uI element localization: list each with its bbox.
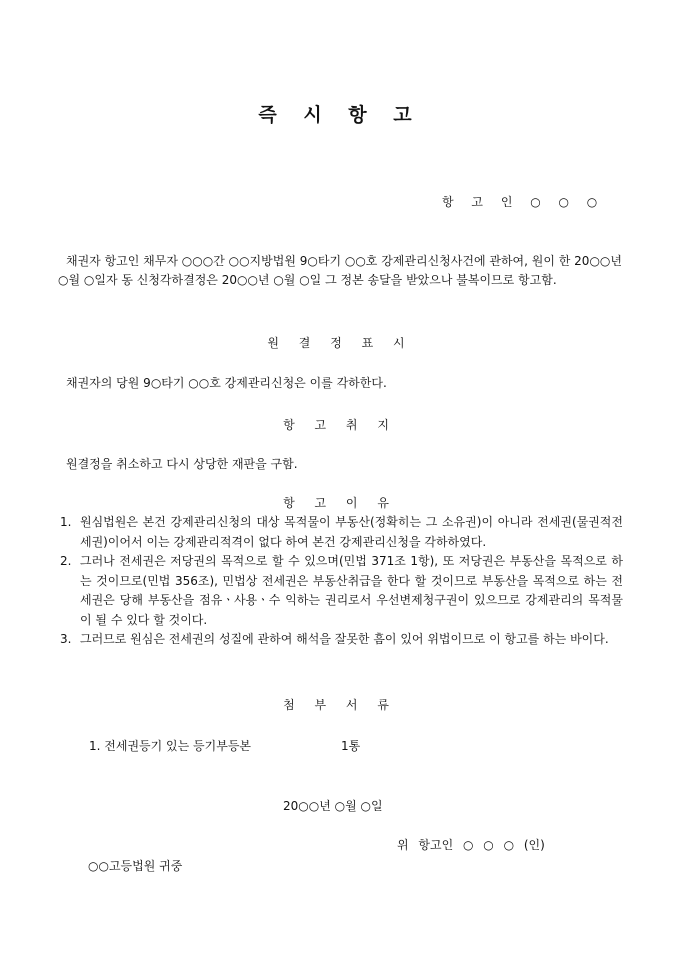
- attachments-heading: 첨 부 서 류: [283, 698, 397, 712]
- reason-text: 원심법원은 본건 강제관리신청의 대상 목적물이 부동산(정확히는 그 소유권)이 아니라 전세권(물권적전세권)이어서 이는 강제관리적격이 없다 하여 본건 강제관리신청을 각하하였다.: [80, 515, 623, 549]
- reason-text: 그러나 전세권은 저당권의 목적으로 할 수 있으며(민법 371조 1항), 또 저당권은 부동산을 목적으로 하는 것이므로(민법 356조), 민법상 전세권은 부동산취급을 한다 할 것이므로 부동산을 목적으로 하는 전세권은 당해 부동산을 점유ㆍ사용ㆍ수 익하는 권리로서 우선변제청구권이 있으므로 강제관리의 목적물이 될 수 있다 할 것이다.: [80, 554, 623, 627]
- attachment-quantity: 1통: [341, 739, 361, 753]
- reasons-list: [60, 513, 623, 650]
- document-title: 즉 시 항 고: [258, 104, 422, 126]
- court-addressee: ○○고등법원 귀중: [88, 859, 183, 873]
- reason-number: 3.: [60, 632, 72, 646]
- signature-line: 위 항고인 ○ ○ ○ (인): [397, 838, 545, 852]
- purpose-heading: 항 고 취 지: [283, 418, 397, 432]
- reason-item-2: [60, 552, 623, 630]
- intro-text: 채권자 항고인 채무자 ○○○간 ○○지방법원 9○타기 ○○호 강제관리신청사건에 관하여, 원이 한 20○○년 ○월 ○일자 동 신청각하결정은 20○○년 ○월 ○일 그 정본 송달을 받았으나 불복이므로 항고함.: [58, 254, 622, 287]
- reasons-heading: 항 고 이 유: [283, 496, 397, 510]
- appellant-line: 항 고 인 ○ ○ ○: [442, 195, 601, 209]
- original-decision-heading: 원 결 정 표 시: [267, 336, 413, 350]
- attachment-label: 1. 전세권등기 있는 등기부등본: [89, 739, 251, 753]
- original-decision-text: 채권자의 당원 9○타기 ○○호 강제관리신청은 이를 각하한다.: [66, 376, 387, 390]
- reason-number: 1.: [60, 515, 72, 529]
- reason-item-1: [60, 513, 623, 552]
- attachment-item: [89, 737, 361, 754]
- reason-text: 그러므로 원심은 전세권의 성질에 관하여 해석을 잘못한 흠이 있어 위법이므로 이 항고를 하는 바이다.: [80, 632, 609, 646]
- intro-paragraph: [58, 252, 622, 290]
- reason-number: 2.: [60, 554, 72, 568]
- reason-item-3: [60, 630, 623, 650]
- document-date: 20○○년 ○월 ○일: [283, 799, 383, 813]
- purpose-text: 원결정을 취소하고 다시 상당한 재판을 구함.: [66, 457, 298, 471]
